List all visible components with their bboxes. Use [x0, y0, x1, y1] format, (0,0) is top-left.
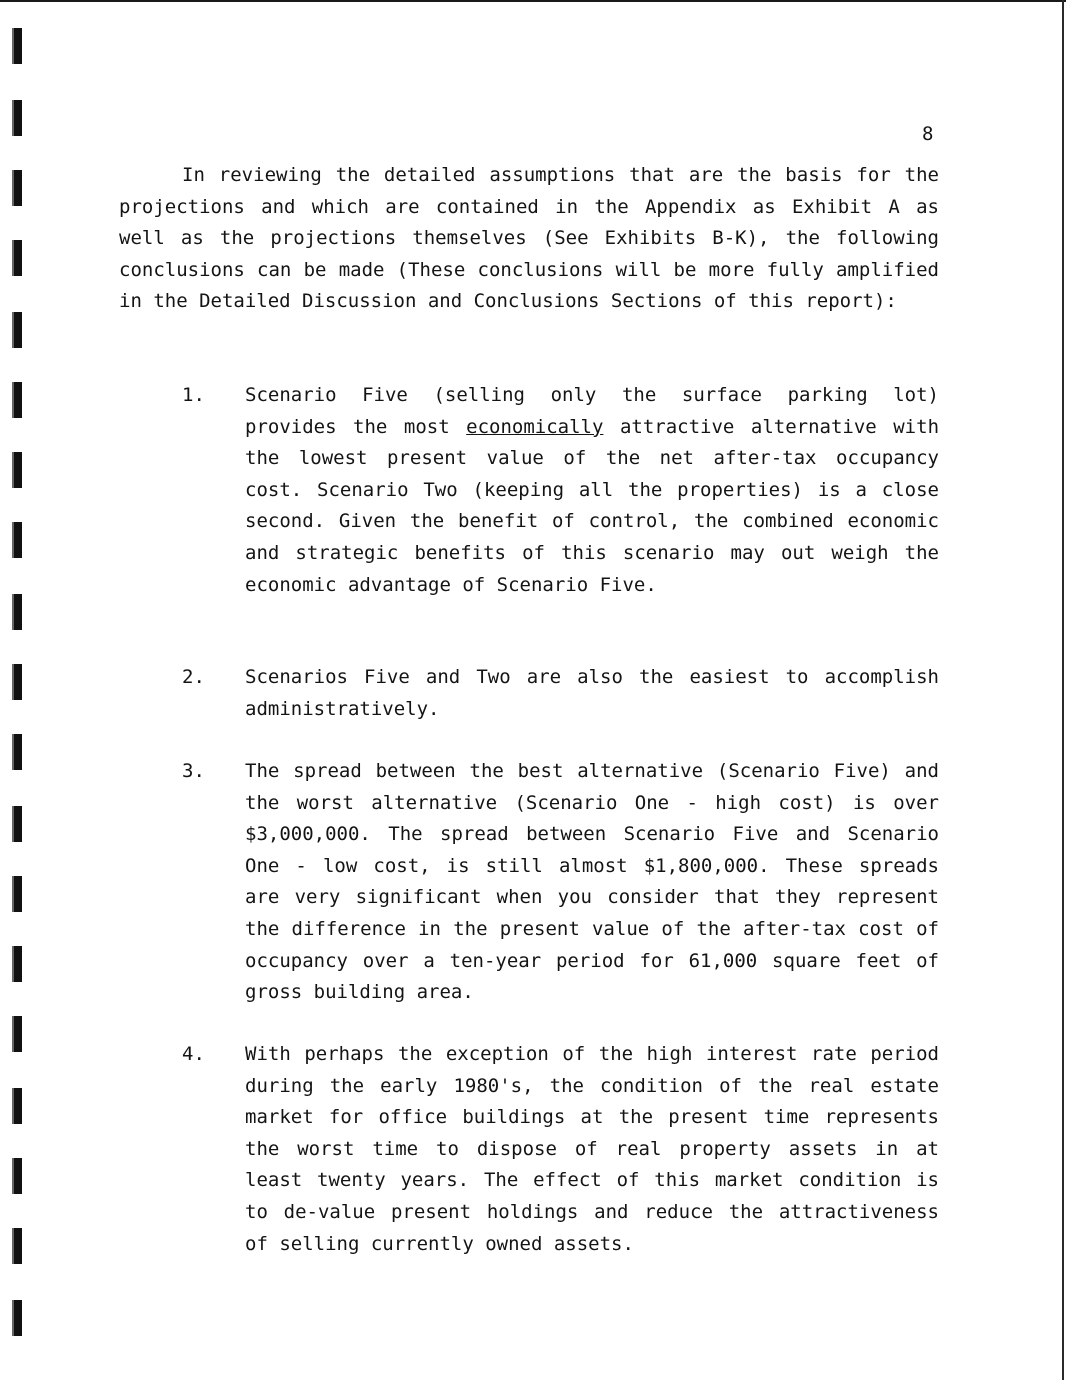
item-body: The spread between the best alternative (Scenario Five) and the worst alternative (Scenario One - high cost) is over $3,000,000. The spread between Scenario Five and Scenario One - low cost, is still almost $1,800,000. These spreads are very significant when you consider that they represent the difference in the present value of the after-tax cost of occupancy over a ten-year period for 61,000 square feet of gross building area. [245, 760, 939, 1004]
punch-hole [12, 1300, 22, 1336]
item-number: 2. [182, 666, 205, 688]
punch-hole [12, 522, 22, 558]
punch-hole [12, 240, 22, 276]
punch-hole [12, 100, 22, 136]
punch-hole [12, 28, 22, 64]
punch-hole [12, 1158, 22, 1194]
item-body [245, 380, 939, 601]
item-body: With perhaps the exception of the high interest rate period during the early 1980's, the condition of the real estate market for office buildings at the present time represents the worst time to dispose of real property assets in at least twenty years. The effect of this market condition is to de-value present holdings and reduce the attractiveness of selling currently owned assets. [245, 1043, 939, 1255]
punch-hole [12, 1088, 22, 1124]
item-number: 3. [182, 760, 205, 782]
punch-hole [12, 1016, 22, 1052]
punch-hole [12, 734, 22, 770]
item-text-part: Scenario Five (selling only the surface parking lot) provides the most [245, 384, 939, 438]
item-body: Scenarios Five and Two are also the easiest to accomplish administratively. [245, 666, 939, 720]
intro-paragraph: In reviewing the detailed assumptions that are the basis for the projections and which are contained in the Appendix as Exhibit A as well as the projections themselves (See Exhibits B-K), the following conclusions can be made (These conclusions will be more fully amplified in the Detailed Discussion and Conclusions Sections of this report): [119, 164, 939, 313]
scan-top-edge [0, 0, 1066, 2]
page-number: 8 [922, 123, 934, 145]
punch-hole [12, 452, 22, 488]
punch-hole [12, 1228, 22, 1264]
punch-hole [12, 170, 22, 206]
punch-hole [12, 664, 22, 700]
item-number: 4. [182, 1043, 205, 1065]
scan-right-edge [1062, 0, 1064, 1380]
item-text-part: attractive alternative with the lowest present value of the net after-tax occupancy cost. Scenario Two (keeping all the properties) is a close second. Given the benefit of control, the combined economic and strategic benefits of this scenario may out weigh the economic advantage of Scenario Five. [245, 415, 940, 596]
punch-hole [12, 382, 22, 418]
punch-hole [12, 876, 22, 912]
punch-hole [12, 806, 22, 842]
punch-hole [12, 312, 22, 348]
underlined-word: economically [466, 415, 604, 438]
item-number: 1. [182, 384, 205, 406]
punch-hole [12, 594, 22, 630]
punch-hole [12, 946, 22, 982]
